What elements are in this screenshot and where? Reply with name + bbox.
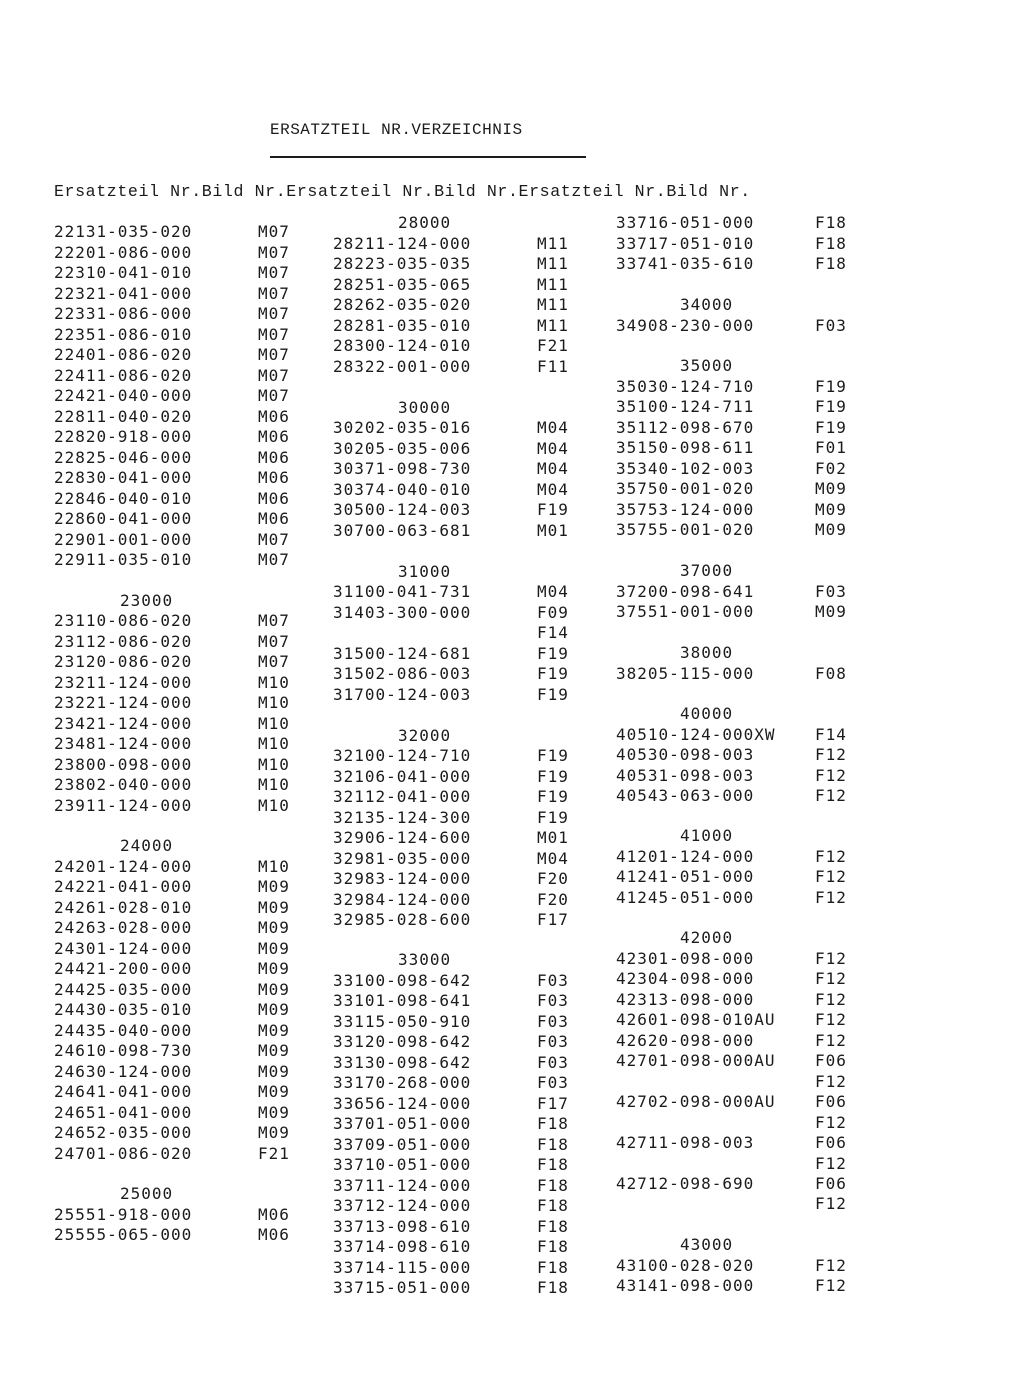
part-number: 23112-086-020 <box>54 632 193 651</box>
part-number: 23120-086-020 <box>54 652 193 671</box>
part-number: 22860-041-000 <box>54 509 193 528</box>
part-number: 42620-098-000 <box>616 1031 755 1050</box>
bild-number: F12 <box>815 745 847 764</box>
part-number: 24421-200-000 <box>54 959 193 978</box>
part-number: 42712-098-690 <box>616 1174 755 1193</box>
part-number: 24261-028-010 <box>54 898 193 917</box>
part-number: 32983-124-000 <box>333 869 472 888</box>
part-number: 41245-051-000 <box>616 888 755 907</box>
part-number: 30205-035-006 <box>333 439 472 458</box>
group-heading: 23000 <box>120 591 174 610</box>
group-heading: 37000 <box>680 561 734 580</box>
part-number: 23221-124-000 <box>54 693 193 712</box>
part-number: 35100-124-711 <box>616 397 755 416</box>
part-number: 31700-124-003 <box>333 685 472 704</box>
part-number: 35112-098-670 <box>616 418 755 437</box>
part-number: 31500-124-681 <box>333 644 472 663</box>
part-number: 30202-035-016 <box>333 418 472 437</box>
part-number: 23481-124-000 <box>54 734 193 753</box>
part-number: 42711-098-003 <box>616 1133 755 1152</box>
bild-number: M07 <box>258 325 290 344</box>
bild-number: F12 <box>815 1154 847 1173</box>
bild-number: F12 <box>815 1010 847 1029</box>
bild-number: M11 <box>537 234 569 253</box>
bild-number: M09 <box>258 918 290 937</box>
bild-number: F19 <box>537 500 569 519</box>
group-heading: 30000 <box>398 398 452 417</box>
part-number: 24425-035-000 <box>54 980 193 999</box>
part-number: 42701-098-000AU <box>616 1051 776 1070</box>
bild-number: M09 <box>258 877 290 896</box>
part-number: 33101-098-641 <box>333 991 472 1010</box>
part-number: 22830-041-000 <box>54 468 193 487</box>
group-heading: 33000 <box>398 950 452 969</box>
group-heading: 40000 <box>680 704 734 723</box>
bild-number: F19 <box>537 746 569 765</box>
bild-number: F14 <box>537 623 569 642</box>
part-number: 35150-098-611 <box>616 438 755 457</box>
part-number: 32981-035-000 <box>333 849 472 868</box>
part-number: 22401-086-020 <box>54 345 193 364</box>
group-heading: 24000 <box>120 836 174 855</box>
part-number: 24263-028-000 <box>54 918 193 937</box>
part-number: 42304-098-000 <box>616 969 755 988</box>
part-number: 33170-268-000 <box>333 1073 472 1092</box>
bild-number: M11 <box>537 275 569 294</box>
part-number: 41201-124-000 <box>616 847 755 866</box>
part-number: 28262-035-020 <box>333 295 472 314</box>
bild-number: M09 <box>258 1021 290 1040</box>
bild-number: M09 <box>258 1041 290 1060</box>
part-number: 23421-124-000 <box>54 714 193 733</box>
bild-number: F21 <box>537 336 569 355</box>
bild-number: F12 <box>815 786 847 805</box>
part-number: 33716-051-000 <box>616 213 755 232</box>
part-number: 42702-098-000AU <box>616 1092 776 1111</box>
bild-number: M10 <box>258 755 290 774</box>
bild-number: M09 <box>258 1103 290 1122</box>
bild-number: M01 <box>537 521 569 540</box>
bild-number: M11 <box>537 295 569 314</box>
part-number: 33715-051-000 <box>333 1278 472 1297</box>
bild-number: F12 <box>815 969 847 988</box>
bild-number: F18 <box>537 1135 569 1154</box>
bild-number: F19 <box>815 377 847 396</box>
bild-number: F01 <box>815 438 847 457</box>
part-number: 33712-124-000 <box>333 1196 472 1215</box>
bild-number: F12 <box>815 1256 847 1275</box>
part-number: 33115-050-910 <box>333 1012 472 1031</box>
part-number: 33714-115-000 <box>333 1258 472 1277</box>
part-number: 33710-051-000 <box>333 1155 472 1174</box>
part-number: 33709-051-000 <box>333 1135 472 1154</box>
part-number: 22310-041-010 <box>54 263 193 282</box>
bild-number: F18 <box>537 1278 569 1297</box>
part-number: 28281-035-010 <box>333 316 472 335</box>
bild-number: M06 <box>258 427 290 446</box>
part-number: 24641-041-000 <box>54 1082 193 1101</box>
bild-number: M04 <box>537 849 569 868</box>
part-number: 24651-041-000 <box>54 1103 193 1122</box>
bild-number: F06 <box>815 1051 847 1070</box>
bild-number: F12 <box>815 1031 847 1050</box>
bild-number: M07 <box>258 632 290 651</box>
bild-number: M09 <box>258 1000 290 1019</box>
bild-number: M06 <box>258 407 290 426</box>
bild-number: M07 <box>258 550 290 569</box>
bild-number: F06 <box>815 1133 847 1152</box>
part-number: 23110-086-020 <box>54 611 193 630</box>
part-number: 22201-086-000 <box>54 243 193 262</box>
part-number: 33100-098-642 <box>333 971 472 990</box>
bild-number: M10 <box>258 796 290 815</box>
bild-number: F18 <box>537 1176 569 1195</box>
bild-number: M09 <box>258 1123 290 1142</box>
bild-number: M04 <box>537 480 569 499</box>
part-number: 33711-124-000 <box>333 1176 472 1195</box>
bild-number: F12 <box>815 1072 847 1091</box>
bild-number: M04 <box>537 582 569 601</box>
bild-number: M10 <box>258 693 290 712</box>
group-heading: 38000 <box>680 643 734 662</box>
bild-number: M07 <box>258 652 290 671</box>
bild-number: M09 <box>815 479 847 498</box>
part-number: 40543-063-000 <box>616 786 755 805</box>
bild-number: M10 <box>258 775 290 794</box>
page-title: ERSATZTEIL NR.VERZEICHNIS <box>270 121 523 139</box>
bild-number: F03 <box>537 991 569 1010</box>
bild-number: M07 <box>258 366 290 385</box>
bild-number: F12 <box>815 949 847 968</box>
part-number: 30374-040-010 <box>333 480 472 499</box>
part-number: 32985-028-600 <box>333 910 472 929</box>
bild-number: F14 <box>815 725 847 744</box>
group-heading: 41000 <box>680 826 734 845</box>
part-number: 28251-035-065 <box>333 275 472 294</box>
bild-number: M11 <box>537 254 569 273</box>
part-number: 31502-086-003 <box>333 664 472 683</box>
part-number: 23802-040-000 <box>54 775 193 794</box>
bild-number: F03 <box>537 1012 569 1031</box>
bild-number: M07 <box>258 263 290 282</box>
bild-number: M09 <box>258 898 290 917</box>
group-heading: 31000 <box>398 562 452 581</box>
bild-number: F19 <box>537 808 569 827</box>
bild-number: F18 <box>537 1217 569 1236</box>
bild-number: F06 <box>815 1092 847 1111</box>
part-number: 22825-046-000 <box>54 448 193 467</box>
bild-number: F18 <box>537 1258 569 1277</box>
bild-number: F19 <box>815 397 847 416</box>
part-number: 42601-098-010AU <box>616 1010 776 1029</box>
bild-number: M06 <box>258 1205 290 1224</box>
part-number: 32135-124-300 <box>333 808 472 827</box>
bild-number: F18 <box>537 1196 569 1215</box>
part-number: 31100-041-731 <box>333 582 472 601</box>
part-number: 24430-035-010 <box>54 1000 193 1019</box>
group-heading: 28000 <box>398 213 452 232</box>
part-number: 24301-124-000 <box>54 939 193 958</box>
bild-number: F18 <box>815 234 847 253</box>
part-number: 37551-001-000 <box>616 602 755 621</box>
column-header: Ersatzteil Nr.Bild Nr.Ersatzteil Nr.Bild Nr.Ersatzteil Nr.Bild Nr. <box>54 182 751 201</box>
bild-number: F19 <box>537 644 569 663</box>
bild-number: F18 <box>815 254 847 273</box>
title-underline <box>270 156 586 158</box>
part-number: 22351-086-010 <box>54 325 193 344</box>
part-number: 24652-035-000 <box>54 1123 193 1142</box>
part-number: 40530-098-003 <box>616 745 755 764</box>
part-number: 32906-124-600 <box>333 828 472 847</box>
group-heading: 25000 <box>120 1184 174 1203</box>
part-number: 22820-918-000 <box>54 427 193 446</box>
bild-number: F18 <box>537 1114 569 1133</box>
part-number: 22421-040-000 <box>54 386 193 405</box>
bild-number: M04 <box>537 459 569 478</box>
part-number: 24610-098-730 <box>54 1041 193 1060</box>
part-number: 35030-124-710 <box>616 377 755 396</box>
part-number: 32112-041-000 <box>333 787 472 806</box>
bild-number: M06 <box>258 509 290 528</box>
part-number: 22331-086-000 <box>54 304 193 323</box>
bild-number: M07 <box>258 345 290 364</box>
bild-number: F03 <box>537 1053 569 1072</box>
group-heading: 32000 <box>398 726 452 745</box>
part-number: 33656-124-000 <box>333 1094 472 1113</box>
bild-number: M09 <box>815 602 847 621</box>
part-number: 37200-098-641 <box>616 582 755 601</box>
part-number: 32984-124-000 <box>333 890 472 909</box>
part-number: 42301-098-000 <box>616 949 755 968</box>
part-number: 22321-041-000 <box>54 284 193 303</box>
bild-number: M07 <box>258 284 290 303</box>
bild-number: F08 <box>815 664 847 683</box>
bild-number: F09 <box>537 603 569 622</box>
bild-number: F18 <box>537 1237 569 1256</box>
group-heading: 35000 <box>680 356 734 375</box>
part-number: 30700-063-681 <box>333 521 472 540</box>
part-number: 22811-040-020 <box>54 407 193 426</box>
part-number: 33741-035-610 <box>616 254 755 273</box>
bild-number: F18 <box>537 1155 569 1174</box>
part-number: 24435-040-000 <box>54 1021 193 1040</box>
bild-number: M04 <box>537 439 569 458</box>
bild-number: F12 <box>815 867 847 886</box>
bild-number: M06 <box>258 489 290 508</box>
bild-number: F12 <box>815 766 847 785</box>
group-heading: 42000 <box>680 928 734 947</box>
part-number: 35755-001-020 <box>616 520 755 539</box>
part-number: 25551-918-000 <box>54 1205 193 1224</box>
part-number: 23911-124-000 <box>54 796 193 815</box>
part-number: 35750-001-020 <box>616 479 755 498</box>
bild-number: F17 <box>537 910 569 929</box>
part-number: 25555-065-000 <box>54 1225 193 1244</box>
part-number: 30500-124-003 <box>333 500 472 519</box>
part-number: 32100-124-710 <box>333 746 472 765</box>
part-number: 42313-098-000 <box>616 990 755 1009</box>
part-number: 30371-098-730 <box>333 459 472 478</box>
bild-number: M04 <box>537 418 569 437</box>
bild-number: F20 <box>537 890 569 909</box>
bild-number: M10 <box>258 714 290 733</box>
part-number: 22911-035-010 <box>54 550 193 569</box>
bild-number: M09 <box>258 980 290 999</box>
bild-number: M07 <box>258 222 290 241</box>
bild-number: F03 <box>815 582 847 601</box>
part-number: 24201-124-000 <box>54 857 193 876</box>
bild-number: F03 <box>537 1073 569 1092</box>
bild-number: F12 <box>815 990 847 1009</box>
bild-number: M09 <box>815 520 847 539</box>
part-number: 40510-124-000XW <box>616 725 776 744</box>
part-number: 22411-086-020 <box>54 366 193 385</box>
bild-number: F03 <box>815 316 847 335</box>
bild-number: F12 <box>815 1113 847 1132</box>
bild-number: M11 <box>537 316 569 335</box>
bild-number: F19 <box>537 664 569 683</box>
part-number: 22131-035-020 <box>54 222 193 241</box>
bild-number: F02 <box>815 459 847 478</box>
bild-number: F03 <box>537 1032 569 1051</box>
part-number: 22846-040-010 <box>54 489 193 508</box>
part-number: 33701-051-000 <box>333 1114 472 1133</box>
bild-number: M01 <box>537 828 569 847</box>
bild-number: M07 <box>258 243 290 262</box>
part-number: 28300-124-010 <box>333 336 472 355</box>
bild-number: F12 <box>815 888 847 907</box>
part-number: 28211-124-000 <box>333 234 472 253</box>
part-number: 33130-098-642 <box>333 1053 472 1072</box>
bild-number: M07 <box>258 304 290 323</box>
part-number: 24221-041-000 <box>54 877 193 896</box>
part-number: 23211-124-000 <box>54 673 193 692</box>
bild-number: M07 <box>258 611 290 630</box>
bild-number: M10 <box>258 857 290 876</box>
part-number: 33717-051-010 <box>616 234 755 253</box>
bild-number: M09 <box>258 939 290 958</box>
part-number: 41241-051-000 <box>616 867 755 886</box>
part-number: 23800-098-000 <box>54 755 193 774</box>
bild-number: F03 <box>537 971 569 990</box>
bild-number: F19 <box>815 418 847 437</box>
bild-number: M07 <box>258 530 290 549</box>
part-number: 28322-001-000 <box>333 357 472 376</box>
part-number: 24701-086-020 <box>54 1144 193 1163</box>
bild-number: F17 <box>537 1094 569 1113</box>
bild-number: M06 <box>258 448 290 467</box>
bild-number: M07 <box>258 386 290 405</box>
part-number: 38205-115-000 <box>616 664 755 683</box>
bild-number: M09 <box>258 1082 290 1101</box>
bild-number: M06 <box>258 1225 290 1244</box>
bild-number: M06 <box>258 468 290 487</box>
bild-number: F12 <box>815 847 847 866</box>
part-number: 34908-230-000 <box>616 316 755 335</box>
part-number: 31403-300-000 <box>333 603 472 622</box>
bild-number: M10 <box>258 734 290 753</box>
bild-number: F20 <box>537 869 569 888</box>
part-number: 35340-102-003 <box>616 459 755 478</box>
bild-number: M09 <box>258 1062 290 1081</box>
part-number: 24630-124-000 <box>54 1062 193 1081</box>
bild-number: M09 <box>258 959 290 978</box>
bild-number: F21 <box>258 1144 290 1163</box>
bild-number: F06 <box>815 1174 847 1193</box>
part-number: 22901-001-000 <box>54 530 193 549</box>
part-number: 35753-124-000 <box>616 500 755 519</box>
bild-number: F19 <box>537 685 569 704</box>
part-number: 33713-098-610 <box>333 1217 472 1236</box>
bild-number: M09 <box>815 500 847 519</box>
part-number: 32106-041-000 <box>333 767 472 786</box>
part-number: 28223-035-035 <box>333 254 472 273</box>
part-number: 43100-028-020 <box>616 1256 755 1275</box>
part-number: 40531-098-003 <box>616 766 755 785</box>
group-heading: 43000 <box>680 1235 734 1254</box>
part-number: 33714-098-610 <box>333 1237 472 1256</box>
bild-number: F12 <box>815 1276 847 1295</box>
bild-number: F12 <box>815 1194 847 1213</box>
part-number: 33120-098-642 <box>333 1032 472 1051</box>
group-heading: 34000 <box>680 295 734 314</box>
bild-number: F18 <box>815 213 847 232</box>
bild-number: F11 <box>537 357 569 376</box>
bild-number: F19 <box>537 767 569 786</box>
bild-number: F19 <box>537 787 569 806</box>
part-number: 43141-098-000 <box>616 1276 755 1295</box>
bild-number: M10 <box>258 673 290 692</box>
